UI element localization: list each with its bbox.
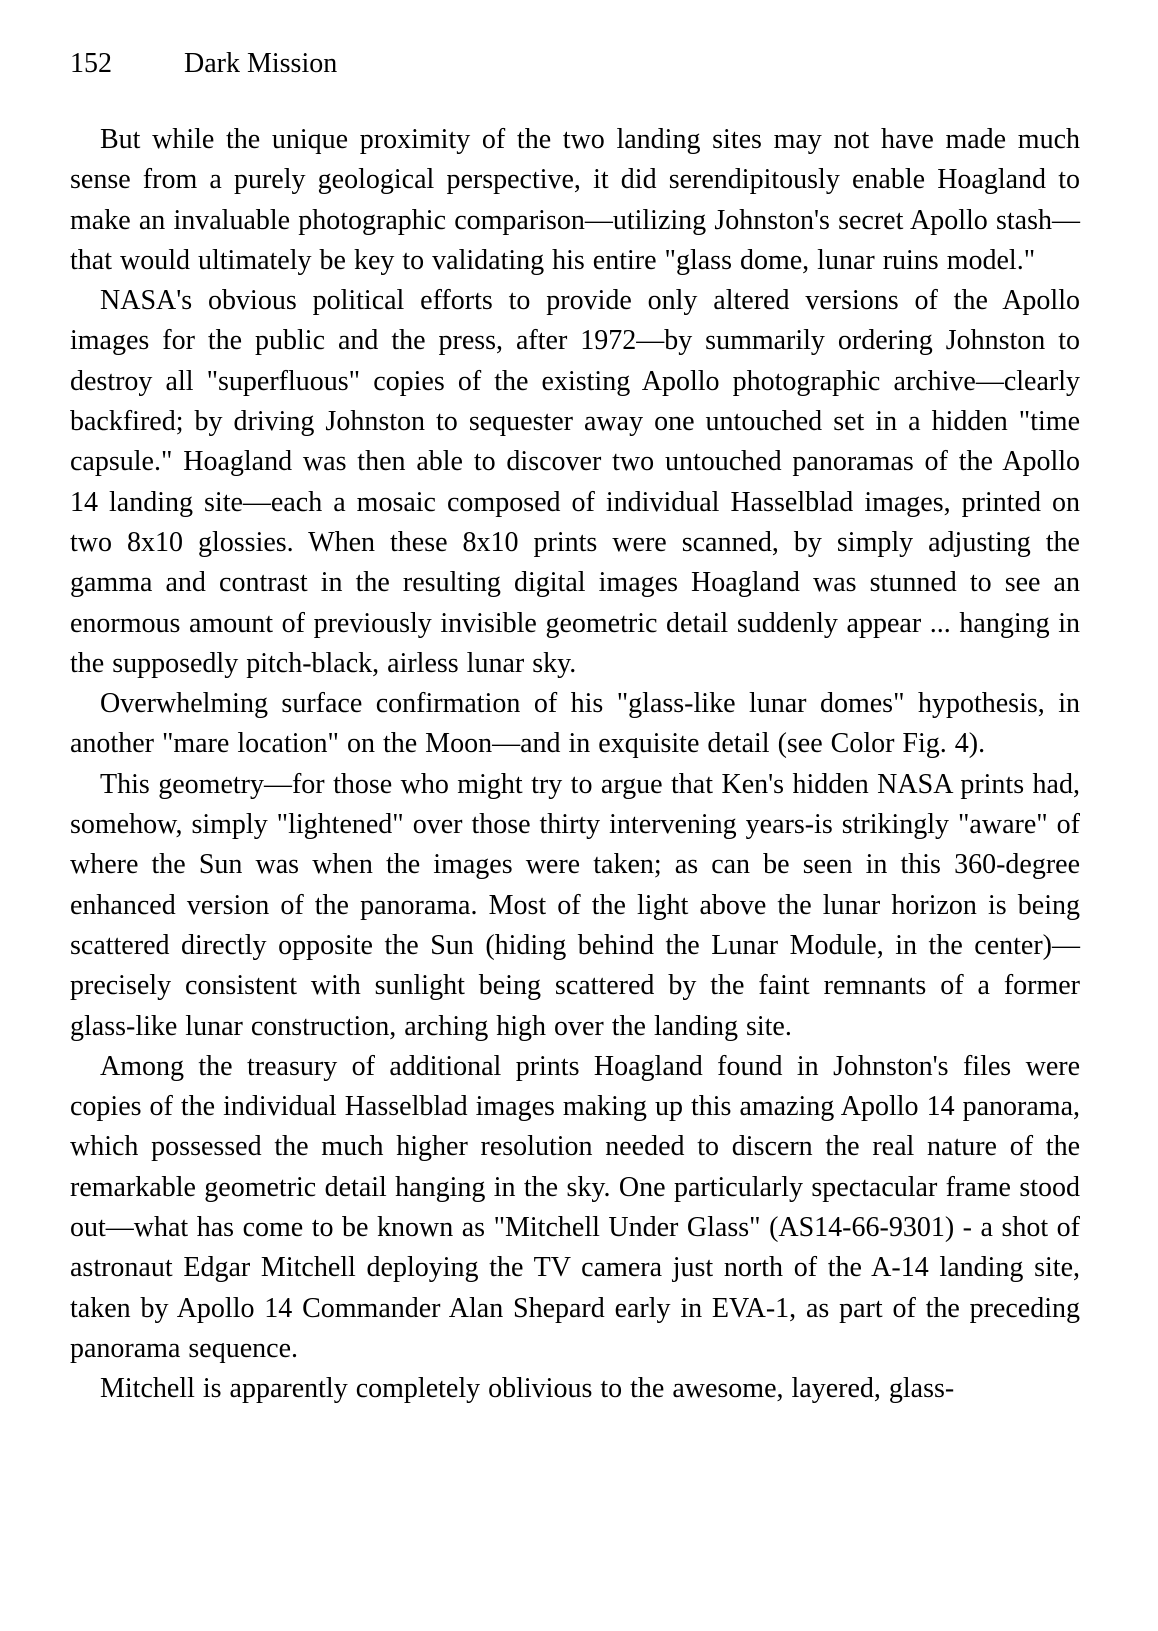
book-title: Dark Mission [184, 48, 338, 79]
page-number: 152 [70, 48, 112, 79]
paragraph: NASA's obvious political efforts to provide only altered versions of the Apollo images for the public and the press, after 1972—by summarily ordering Johnston to destroy all "superfluous" copies of the existing Apollo photographic archive—clearly backfired; by driving Johnston to sequester away one untouched set in a hidden "time capsule." Hoagland was then able to discover two untouched panoramas of the Apollo 14 landing site—each a mosaic composed of individual Hasselblad images, printed on two 8x10 glossies. When these 8x10 prints were scanned, by simply adjusting the gamma and contrast in the resulting digital images Hoagland was stunned to see an enormous amount of previously invisible geometric detail suddenly appear ... hanging in the supposedly pitch-black, airless lunar sky. [70, 285, 1080, 679]
paragraph: Mitchell is apparently completely oblivious to the awesome, layered, glass- [100, 1373, 955, 1405]
page-body [70, 120, 1080, 1410]
page-header [70, 44, 1080, 84]
paragraph: This geometry—for those who might try to argue that Ken's hidden NASA prints had, somehow, simply "lightened" over those thirty intervening years-is strikingly "aware" of where the Sun was when the images were taken; as can be seen in this 360-degree enhanced version of the panorama. Most of the light above the lunar horizon is being scattered directly opposite the Sun (hiding behind the Lunar Module, in the center)—precisely consistent with sunlight being scattered by the faint remnants of a former glass-like lunar construction, arching high over the landing site. [70, 768, 1080, 1042]
paragraph: But while the unique proximity of the two landing sites may not have made much sense from a purely geological perspective, it did serendipitously enable Hoagland to make an invaluable photographic comparison—utilizing Johnston's secret Apollo stash—that would ultimately be key to validating his entire "glass dome, lunar ruins model." [70, 124, 1080, 276]
paragraph: Among the treasury of additional prints Hoagland found in Johnston's files were copies of the individual Hasselblad images making up this amazing Apollo 14 panorama, which possessed the much higher resolution needed to discern the real nature of the remarkable geometric detail hanging in the sky. One particularly spectacular frame stood out—what has come to be known as "Mitchell Under Glass" (AS14-66-9301) - a shot of astronaut Edgar Mitchell deploying the TV camera just north of the A-14 landing site, taken by Apollo 14 Commander Alan Shepard early in EVA-1, as part of the preceding panorama sequence. [70, 1050, 1080, 1364]
paragraph: Overwhelming surface confirmation of his "glass-like lunar domes" hypothesis, in another "mare location" on the Moon—and in exquisite detail (see Color Fig. 4). [70, 688, 1080, 760]
